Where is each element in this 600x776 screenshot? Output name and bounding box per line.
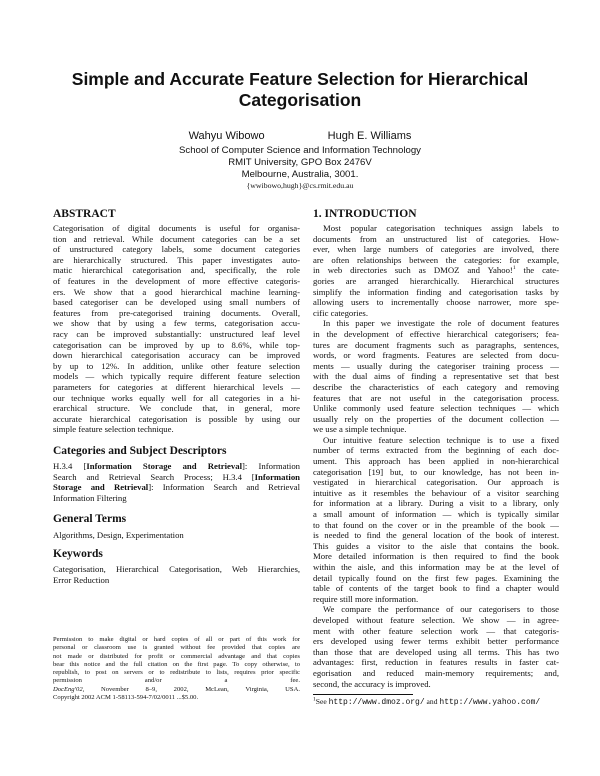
text-segment: H.3.4 [ [53, 461, 87, 471]
text-line: Most popular categorisation techniques assign labels to [323, 223, 559, 233]
text-line: personal or classroom use is granted without fee provided that copies are [53, 644, 300, 652]
text-line: ument. This approach has been applied in non-hierarchical [313, 456, 559, 467]
text-segment: See [315, 697, 329, 706]
text-line: vestigated in hierarchical categorisation. Our approach is [313, 477, 559, 488]
text-line: racy can be improved substantially: unstructured leaf level [53, 328, 300, 339]
text-line: for information at a library. During a visit to a library, only [313, 498, 559, 509]
text-line: than those that are developed using all terms. This has two [313, 646, 559, 657]
introduction-body [313, 223, 559, 689]
text-line: Permission to make digital or hard copies of all or part of this work for [53, 636, 300, 643]
text-line: categorisation [19] but, to our knowledge, has not been in- [313, 466, 559, 477]
text-line: models — which typically require different feature selection [53, 371, 300, 382]
text-line: are hierarchically structured. This paper investigates auto- [53, 254, 300, 265]
left-column [53, 0, 300, 776]
text-line: with the dual aims of finding a representative set that best [313, 371, 559, 382]
text-line: accurate hierarchical categorisation is possible by using our [53, 413, 300, 424]
text-line: of unstructured category labels, some document categories [53, 244, 300, 255]
text-line: This guides a visitor to the aisle that contains the book. [313, 540, 559, 551]
paragraph [313, 604, 559, 689]
author-name: Wahyu Wibowo [188, 130, 265, 142]
text-segment: http://www.dmoz.org/ [328, 698, 425, 707]
right-column [313, 0, 559, 776]
text-line: erarchical structure. We conclude that, in general, more [53, 403, 300, 414]
text-line: developed without feature selection. We show — in agree- [313, 614, 559, 625]
text-line: In this paper we investigate the role of document features [323, 318, 559, 329]
text-line: documents from an unstructured list of categories. How- [313, 233, 559, 244]
text-line: based categoriser can be developed using small numbers of [53, 297, 300, 308]
text-line: detail typically found on the first few pages. Examining the [313, 572, 559, 583]
text-line [53, 472, 300, 483]
paragraph [313, 223, 559, 318]
text-line: Information Filtering [53, 492, 127, 503]
footnote-rule [313, 694, 413, 695]
text-line: table of contents of the target book to find a chapter would [313, 583, 559, 594]
text-line: ers. We show that a good hierarchical machine learning- [53, 286, 300, 297]
text-segment: Search and Retrieval Search Process; H.3.4 [ [53, 471, 255, 482]
text-line: a small amount of information — which is typically similar [313, 509, 559, 520]
categories-heading: Categories and Subject Descriptors [53, 445, 227, 457]
permission-notice [53, 636, 300, 702]
paragraph [313, 435, 559, 605]
text-line: parameters for categories at different hierarchical levels — [53, 381, 300, 392]
title-line: Categorisation [238, 90, 362, 110]
text-line [313, 265, 559, 276]
keywords-body [53, 564, 300, 585]
text-line [313, 697, 559, 708]
footnote-marker: 1 [512, 265, 516, 272]
text-line: number of terms extracted from the beginning of each doc- [313, 445, 559, 456]
text-line: Error Reduction [53, 574, 110, 585]
footnote-marker: 1 [313, 697, 316, 703]
text-line: categorisation can be improved by up to 8.6%, while top- [53, 339, 300, 350]
text-line: is needed to find the general location of the book of interest. [313, 530, 559, 541]
text-line: gories are arranged hierarchically. Hierarchical structures [313, 275, 559, 286]
text-line [53, 461, 300, 472]
text-line: tion and retrieval. While document categories can be a set [53, 233, 300, 244]
text-line: More detailed information is then required to find the book [313, 551, 559, 562]
text-line: allowing users to incrementally choose narrower, more spe- [313, 297, 559, 308]
text-line: of features in the development of more effective categoris- [53, 275, 300, 286]
text-line: in the development of effective hierarchical categorisers; fea- [313, 328, 559, 339]
text-line: within the aisle, and this information may be at the level of [313, 562, 559, 572]
text-line: Algorithms, Design, Experimentation [53, 530, 184, 540]
text-line: permission and/or a fee. [53, 677, 300, 685]
text-line: down hierarchical categorisation accuracy can be improved [53, 350, 300, 361]
text-line: Copyright 2002 ACM 1-58113-594-7/02/0011 ...$5.00. [53, 694, 199, 702]
text-line: features that are not useful in the categorisation process. [313, 392, 559, 403]
paragraph [313, 318, 559, 435]
text-line: Unlike commonly used feature selection techniques — which [313, 403, 559, 414]
text-line: we use a simple technique. [313, 424, 407, 435]
footnote [313, 697, 559, 708]
text-segment: in web directories such as DMOZ and Yahoo! [313, 265, 513, 276]
text-line: ments — usually during the categoriser training process — [313, 360, 559, 371]
text-line: Our intuitive feature selection technique is to use a fixed [323, 434, 559, 445]
text-segment: November 8–9, 2002, McLean, Virginia, USA. [84, 685, 300, 693]
text-line: are often relationships between the categories: for example, [313, 254, 559, 265]
text-segment: ]: Information [242, 461, 300, 471]
text-line: bear this notice and the full citation on the first page. To copy otherwise, to [53, 660, 300, 668]
text-line: features from pre-categorised training documents. Overall, [53, 307, 300, 318]
text-line: cific categories. [313, 307, 368, 318]
text-line: ers developed using fewer terms exhibit better performance [313, 636, 559, 647]
abstract-heading: ABSTRACT [53, 208, 116, 220]
general-terms-heading: General Terms [53, 513, 127, 525]
text-line: require still more information. [313, 593, 419, 604]
text-segment: Information Storage and Retrieval [86, 461, 243, 471]
text-line: We compare the performance of our categorisers to those [323, 604, 559, 615]
affiliation-line: Melbourne, Australia, 3001. [241, 169, 359, 180]
text-line: ment with other feature selection work — that categoris- [313, 625, 559, 636]
text-segment: the cate- [515, 265, 559, 276]
text-line [53, 482, 300, 493]
affiliation-line: School of Computer Science and Information Technology [179, 145, 421, 156]
introduction-heading: 1. INTRODUCTION [313, 208, 417, 220]
text-line: Categorisation, Hierarchical Categorisation, Web Hierarchies, [53, 564, 300, 574]
keywords-heading: Keywords [53, 548, 103, 560]
general-terms-body [53, 530, 300, 541]
text-line: words, or word fragments. Features are selected from docu- [313, 350, 559, 361]
text-line: to that found on the cover or in the preamble of the book — [313, 519, 559, 530]
text-line: matic hierarchical categorisation and, specifically, the role [53, 265, 300, 276]
text-segment: ]: Information Search and Retrieval [148, 482, 300, 493]
text-line: ever, when large numbers of categories are involved, there [313, 244, 559, 255]
text-line: intuitive as it resembles the behaviour of a visitor searching [313, 487, 559, 498]
text-segment: DocEng'02, [53, 685, 85, 693]
text-segment: http://www.yahoo.com/ [439, 698, 541, 707]
text-line: we show that by using a few terms, categorisation accu- [53, 318, 300, 329]
text-line: by up to 12%. In addition, unlike other feature selection [53, 360, 300, 371]
text-line: advantages: first, reduction in features results in faster cat- [313, 657, 559, 668]
text-segment: Storage and Retrieval [53, 482, 149, 493]
text-line: usually rely on the properties of the document collection — [313, 413, 559, 424]
affiliation-line: RMIT University, GPO Box 2476V [228, 157, 372, 168]
text-line: simple feature selection technique. [53, 424, 174, 435]
text-line: egorisation and reduced main-memory requirements; and, [313, 667, 559, 678]
text-line: describe the characteristics of each category and removing [313, 381, 559, 392]
categories-body [53, 461, 300, 503]
text-line: Categorisation of digital documents is useful for organisa- [53, 223, 300, 233]
author-name: Hugh E. Williams [327, 130, 412, 142]
text-segment: and [424, 697, 440, 706]
text-segment: Information [254, 471, 300, 482]
text-line: second, the accuracy is improved. [313, 678, 431, 689]
title-line: Simple and Accurate Feature Selection for Hierarchical [71, 69, 529, 89]
text-line [53, 686, 300, 694]
text-line: our technique works equally well for all categories in a hi- [53, 392, 300, 403]
text-line: simplify the information finding and categorisation tasks by [313, 286, 559, 297]
text-line: republish, to post on servers or to redistribute to lists, requires prior specific [53, 669, 300, 677]
abstract-body [53, 223, 300, 435]
text-line: not made or distributed for profit or commercial advantage and that copies [53, 652, 300, 660]
text-line: tures are document fragments such as paragraphs, sentences, [313, 339, 559, 350]
author-email: {wwibowo,hugh}@cs.rmit.edu.au [246, 181, 354, 190]
